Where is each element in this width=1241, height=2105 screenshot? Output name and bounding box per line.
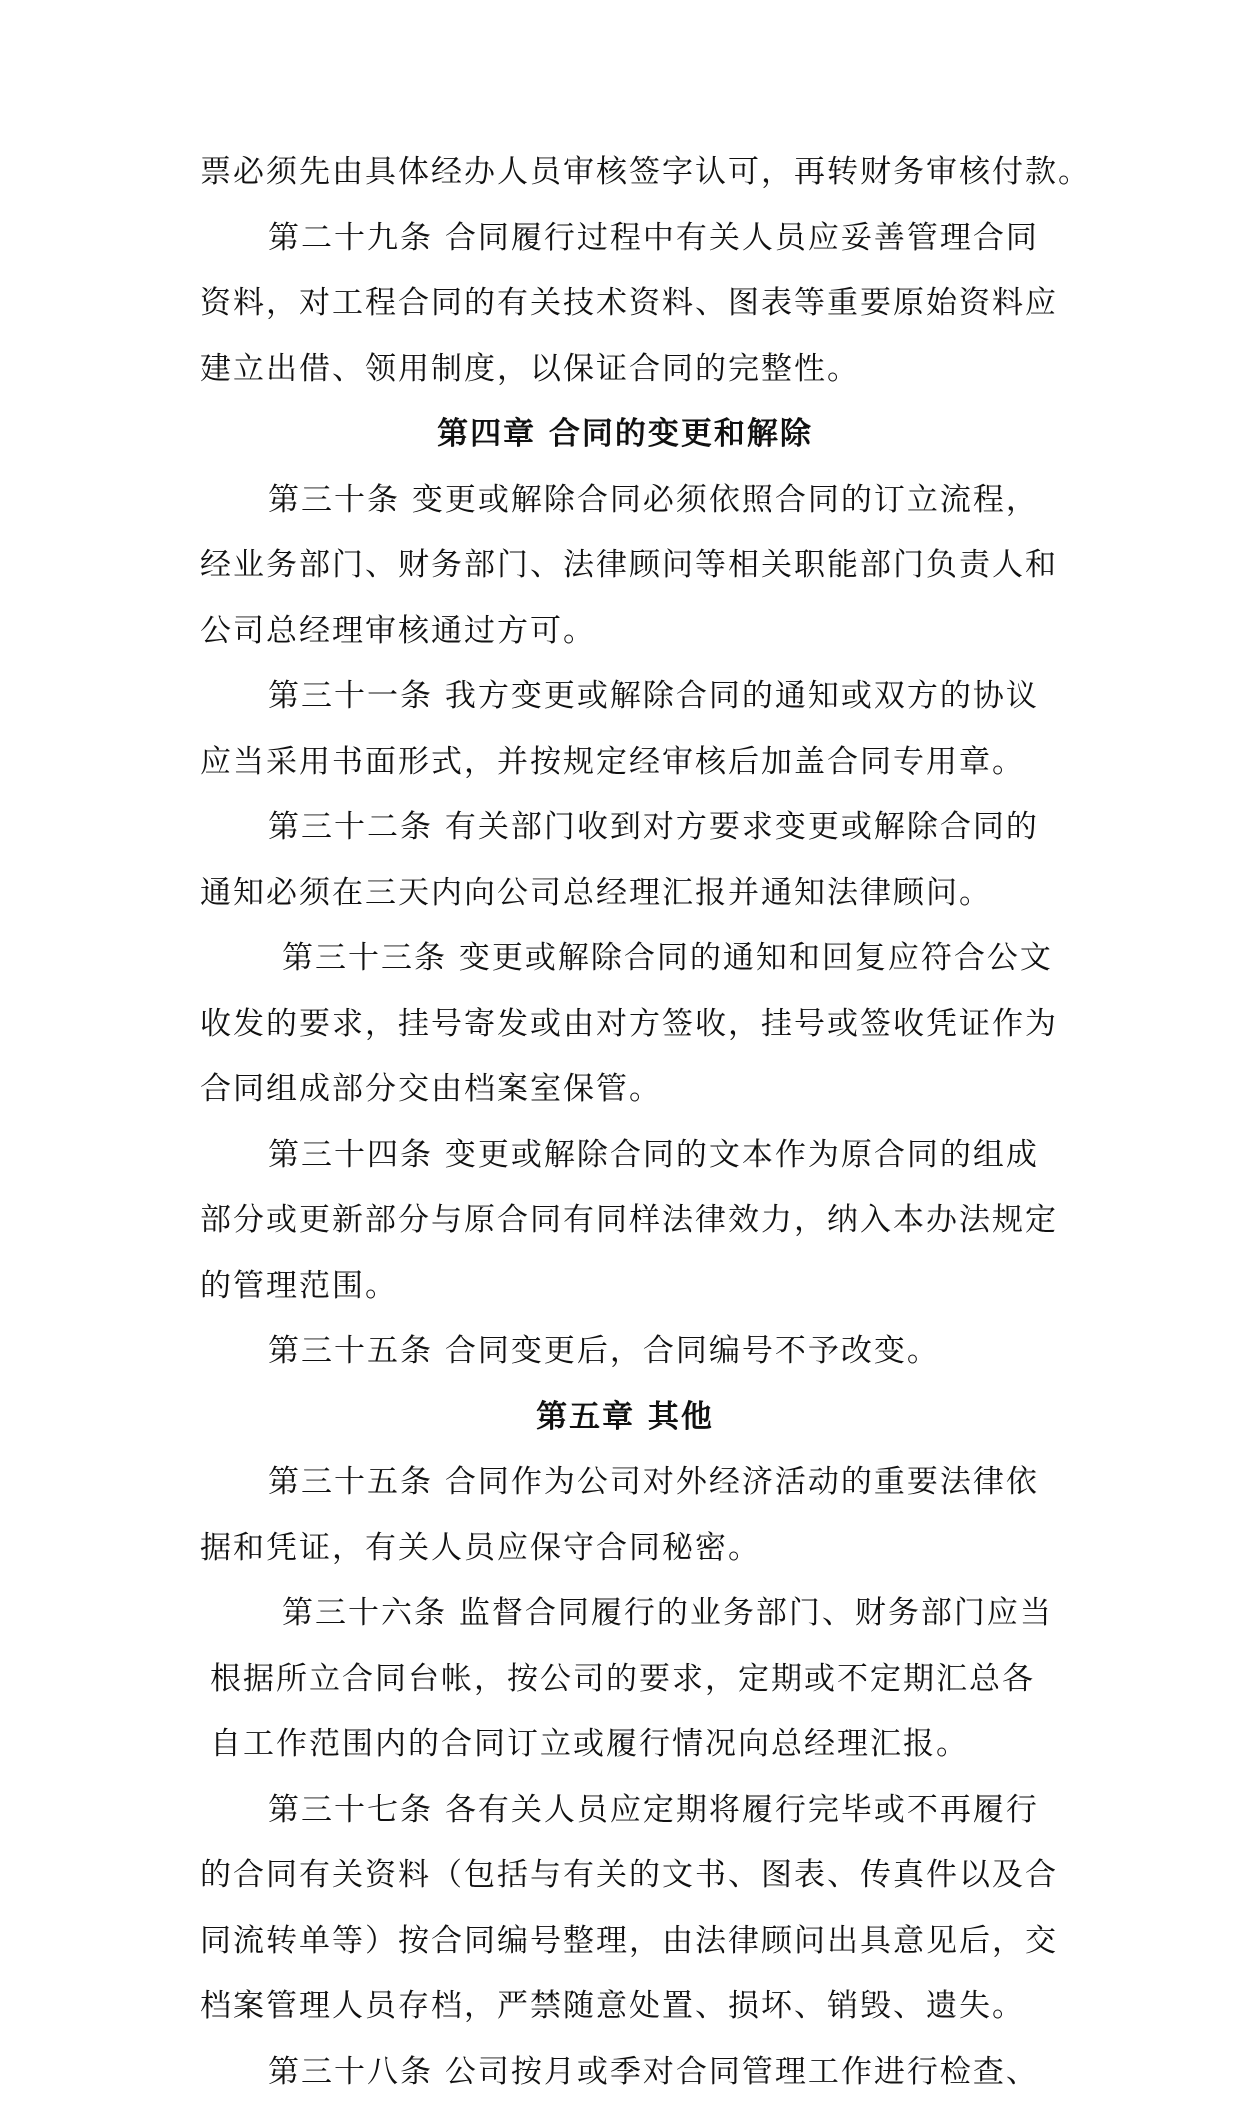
body-line: 同流转单等）按合同编号整理，由法律顾问出具意见后，交 bbox=[200, 1909, 1050, 1975]
body-line: 根据所立合同台帐，按公司的要求，定期或不定期汇总各 bbox=[200, 1647, 1050, 1713]
body-line: 票必须先由具体经办人员审核签字认可，再转财务审核付款。 bbox=[200, 140, 1050, 206]
body-line: 通知必须在三天内向公司总经理汇报并通知法律顾问。 bbox=[200, 861, 1050, 927]
body-line: 应当采用书面形式，并按规定经审核后加盖合同专用章。 bbox=[200, 730, 1050, 796]
article-34-line: 第三十四条 变更或解除合同的文本作为原合同的组成 bbox=[200, 1123, 1050, 1189]
body-line: 收发的要求，挂号寄发或由对方签收，挂号或签收凭证作为 bbox=[200, 992, 1050, 1058]
chapter-4-heading: 第四章 合同的变更和解除 bbox=[200, 402, 1050, 468]
body-line: 公司总经理审核通过方可。 bbox=[200, 599, 1050, 665]
body-line: 的合同有关资料（包括与有关的文书、图表、传真件以及合 bbox=[200, 1843, 1050, 1909]
chapter-5-heading: 第五章 其他 bbox=[200, 1385, 1050, 1451]
article-33-line: 第三十三条 变更或解除合同的通知和回复应符合公文 bbox=[200, 926, 1050, 992]
body-line: 部分或更新部分与原合同有同样法律效力，纳入本办法规定 bbox=[200, 1188, 1050, 1254]
document-body bbox=[200, 140, 1050, 2105]
article-31-line: 第三十一条 我方变更或解除合同的通知或双方的协议 bbox=[200, 664, 1050, 730]
article-29-line: 第二十九条 合同履行过程中有关人员应妥善管理合同 bbox=[200, 206, 1050, 272]
body-line: 自工作范围内的合同订立或履行情况向总经理汇报。 bbox=[200, 1712, 1050, 1778]
body-line: 合同组成部分交由档案室保管。 bbox=[200, 1057, 1050, 1123]
body-line: 据和凭证，有关人员应保守合同秘密。 bbox=[200, 1516, 1050, 1582]
article-35b-line: 第三十五条 合同作为公司对外经济活动的重要法律依 bbox=[200, 1450, 1050, 1516]
body-line: 建立出借、领用制度，以保证合同的完整性。 bbox=[200, 337, 1050, 403]
body-line: 资料，对工程合同的有关技术资料、图表等重要原始资料应 bbox=[200, 271, 1050, 337]
article-32-line: 第三十二条 有关部门收到对方要求变更或解除合同的 bbox=[200, 795, 1050, 861]
body-line: 经业务部门、财务部门、法律顾问等相关职能部门负责人和 bbox=[200, 533, 1050, 599]
article-37-line: 第三十七条 各有关人员应定期将履行完毕或不再履行 bbox=[200, 1778, 1050, 1844]
article-30-line: 第三十条 变更或解除合同必须依照合同的订立流程， bbox=[200, 468, 1050, 534]
article-38-line: 第三十八条 公司按月或季对合同管理工作进行检查、 bbox=[200, 2040, 1050, 2105]
body-line: 的管理范围。 bbox=[200, 1254, 1050, 1320]
body-line: 档案管理人员存档，严禁随意处置、损坏、销毁、遗失。 bbox=[200, 1974, 1050, 2040]
article-36-line: 第三十六条 监督合同履行的业务部门、财务部门应当 bbox=[200, 1581, 1050, 1647]
article-35-line: 第三十五条 合同变更后，合同编号不予改变。 bbox=[200, 1319, 1050, 1385]
